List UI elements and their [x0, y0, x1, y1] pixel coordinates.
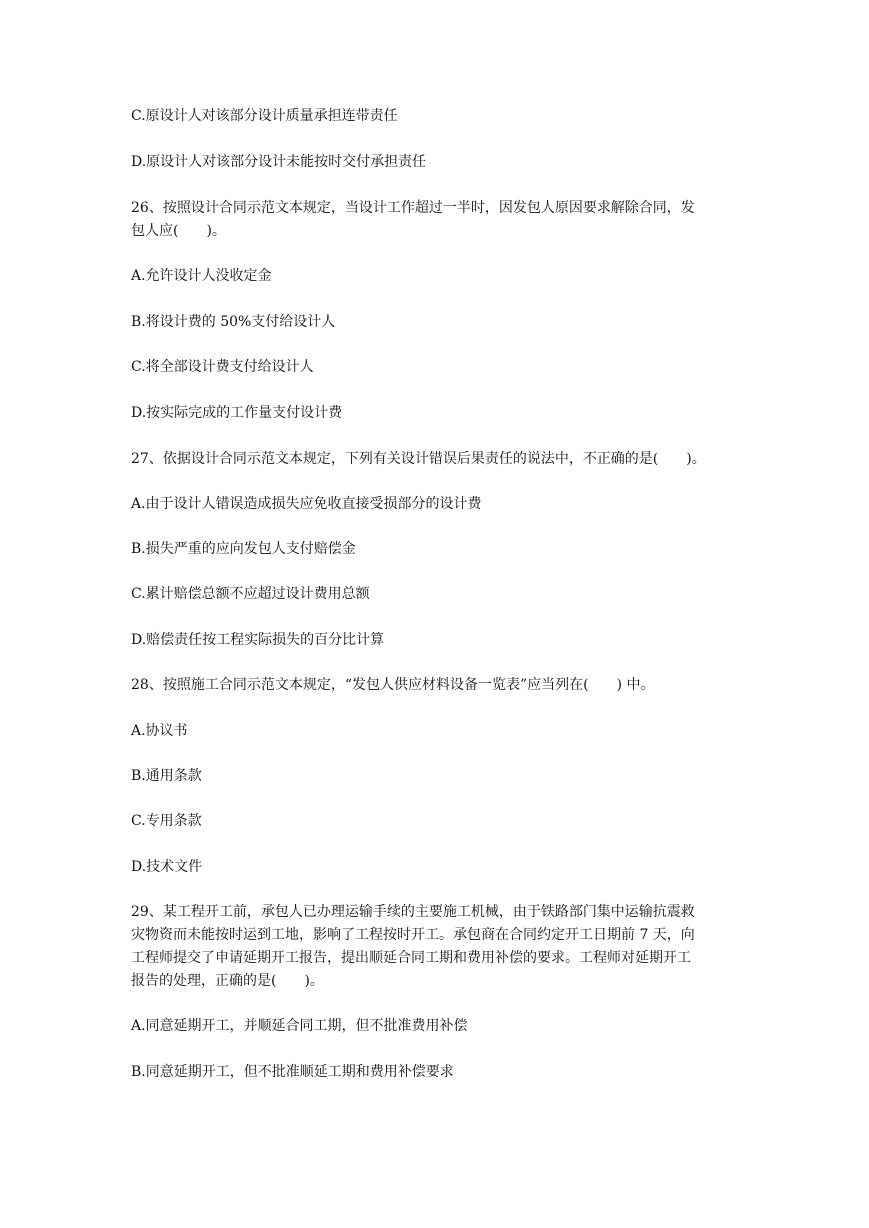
q29-option-a: A.同意延期开工，并顺延合同工期，但不批准费用补偿: [131, 1018, 468, 1034]
q25-option-c: C.原设计人对该部分设计质量承担连带责任: [131, 108, 398, 124]
q29-stem-line-2: 灾物资而未能按时运到工地，影响了工程按时开工。承包商在合同约定开工日期前 7 天，向: [131, 927, 695, 943]
q27-stem: 27、依据设计合同示范文本规定，下列有关设计错误后果责任的说法中，不正确的是( )。: [131, 451, 706, 467]
q25-option-d: D.原设计人对该部分设计未能按时交付承担责任: [131, 154, 427, 170]
q28-option-a: A.协议书: [131, 723, 188, 739]
q26-option-c: C.将全部设计费支付给设计人: [131, 359, 314, 375]
q26-stem-line-2: 包人应( )。: [131, 223, 226, 239]
q28-option-d: D.技术文件: [131, 859, 203, 875]
q26-stem-line-1: 26、按照设计合同示范文本规定，当设计工作超过一半时，因发包人原因要求解除合同，发: [131, 200, 695, 216]
q27-option-b: B.损失严重的应向发包人支付赔偿金: [131, 541, 356, 557]
q26-option-b: B.将设计费的 50%支付给设计人: [131, 314, 336, 330]
q27-option-d: D.赔偿责任按工程实际损失的百分比计算: [131, 632, 385, 648]
q26-option-a: A.允许设计人没收定金: [131, 268, 272, 284]
q28-option-c: C.专用条款: [131, 813, 202, 829]
q29-stem-line-3: 工程师提交了申请延期开工报告，提出顺延合同工期和费用补偿的要求。工程师对延期开工: [131, 950, 691, 966]
q29-stem: [131, 901, 741, 993]
q26-option-d: D.按实际完成的工作量支付设计费: [131, 405, 343, 421]
q27-option-a: A.由于设计人错误造成损失应免收直接受损部分的设计费: [131, 496, 482, 512]
q29-option-b: B.同意延期开工，但不批准顺延工期和费用补偿要求: [131, 1064, 454, 1080]
q27-option-c: C.累计赔偿总额不应超过设计费用总额: [131, 586, 370, 602]
q28-option-b: B.通用条款: [131, 768, 202, 784]
q26-stem: [131, 197, 741, 243]
q29-stem-line-1: 29、某工程开工前，承包人已办理运输手续的主要施工机械，由于铁路部门集中运输抗震救: [131, 904, 695, 920]
q28-stem: 28、按照施工合同示范文本规定，“发包人供应材料设备一览表”应当列在( ) 中。: [131, 677, 655, 693]
q29-stem-line-4: 报告的处理，正确的是( )。: [131, 973, 324, 989]
